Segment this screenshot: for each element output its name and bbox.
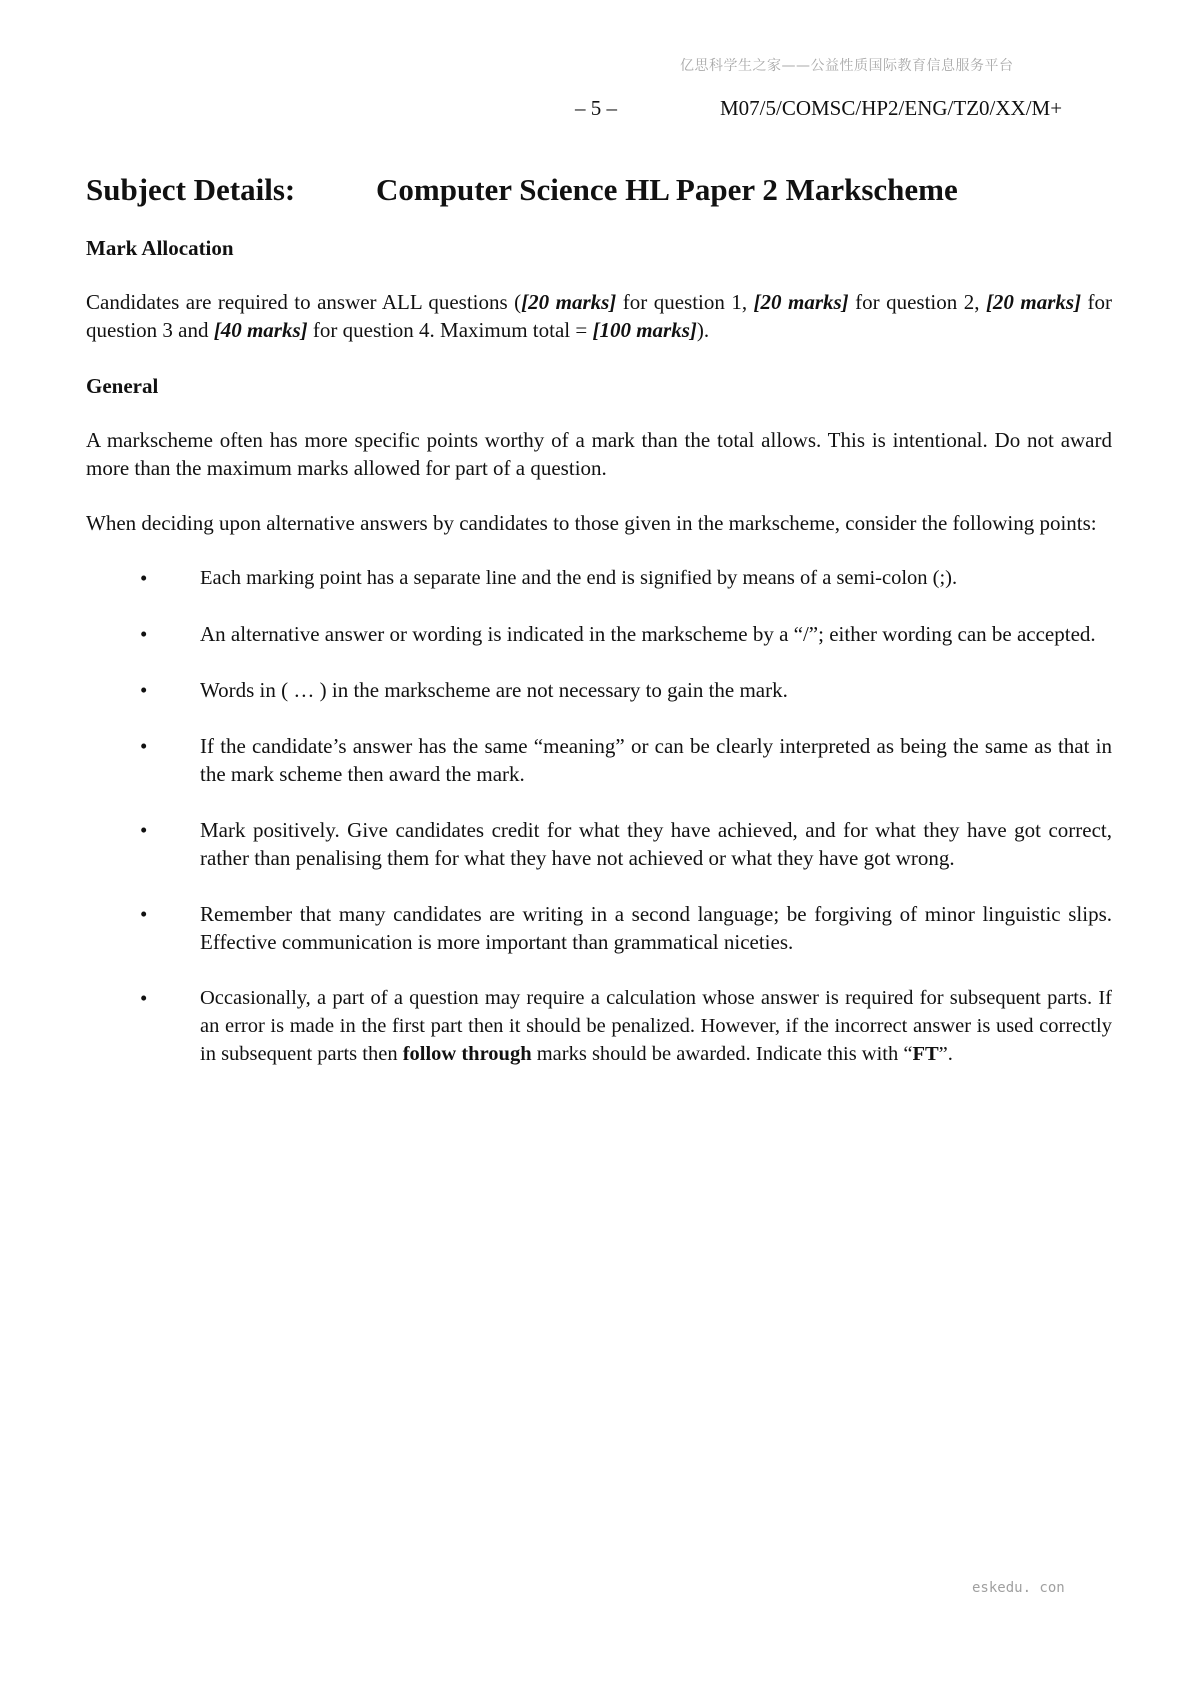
- list-item: [86, 816, 1112, 872]
- bullet-icon: •: [140, 678, 148, 702]
- text-run: ”.: [938, 1043, 953, 1065]
- list-item-text: [200, 987, 1112, 1065]
- text-run: for question 4. Maximum total =: [307, 318, 593, 342]
- marks-q4: [40 marks]: [213, 318, 308, 342]
- marks-q3: [20 marks]: [985, 290, 1082, 314]
- general-paragraph-2: When deciding upon alternative answers by candidates to those given in the markscheme, consider the following points:: [86, 511, 1097, 535]
- document-body: [86, 234, 1112, 1096]
- watermark-top: 亿思科学生之家——公益性质国际教育信息服务平台: [680, 58, 1014, 74]
- bullet-icon: •: [140, 566, 148, 590]
- list-item: [86, 984, 1112, 1068]
- marking-guidelines-list: [86, 564, 1112, 1068]
- text-run: marks should be awarded. Indicate this with “: [531, 1043, 913, 1065]
- document-code: M07/5/COMSC/HP2/ENG/TZ0/XX/M+: [720, 96, 1063, 120]
- mark-allocation-paragraph: [86, 288, 1112, 344]
- ft-abbreviation: FT: [912, 1043, 939, 1065]
- bullet-icon: •: [140, 986, 148, 1010]
- list-item: [86, 732, 1112, 788]
- follow-through-term: follow through: [402, 1043, 532, 1065]
- general-heading: General: [86, 374, 159, 398]
- list-item: [86, 620, 1112, 648]
- text-run: Candidates are required to answer ALL questions (: [86, 290, 522, 314]
- list-item: [86, 564, 1112, 592]
- list-item-text: Mark positively. Give candidates credit for what they have achieved, and for what they have got correct, rather than penalising them for what they have not achieved or what they have got wrong.: [200, 818, 1112, 870]
- marks-total: [100 marks]: [592, 318, 697, 342]
- list-item-text: Words in ( … ) in the markscheme are not necessary to gain the mark.: [200, 678, 788, 702]
- bullet-icon: •: [140, 818, 148, 842]
- text-run: ).: [696, 318, 710, 342]
- mark-allocation-heading: Mark Allocation: [86, 236, 234, 260]
- bullet-icon: •: [140, 622, 148, 646]
- list-item-text: An alternative answer or wording is indicated in the markscheme by a “/”; either wording can be accepted.: [200, 622, 1096, 646]
- list-item-text: If the candidate’s answer has the same “meaning” or can be clearly interpreted as being the same as that in the mark scheme then award the mark.: [200, 734, 1112, 786]
- text-run: for question 3 and: [86, 290, 1113, 342]
- marks-q2: [20 marks]: [753, 290, 849, 314]
- text-run: for question 2,: [848, 290, 986, 314]
- bullet-icon: •: [140, 902, 148, 926]
- general-paragraph-1: A markscheme often has more specific points worthy of a mark than the total allows. This is intentional. Do not award more than the maximum marks allowed for part of a question.: [86, 428, 1112, 480]
- text-run: Occasionally, a part of a question may require a calculation whose answer is required for subsequent parts. If an error is made in the first part then it should be penalized. However, if the incorrect answer is used correctly in subsequent parts then: [200, 987, 1112, 1065]
- title-label: Subject Details:: [86, 172, 296, 207]
- list-item: [86, 900, 1112, 956]
- text-run: for question 1,: [616, 290, 754, 314]
- marks-q1: [20 marks]: [521, 290, 617, 314]
- title-text: Computer Science HL Paper 2 Markscheme: [376, 172, 958, 207]
- bullet-icon: •: [140, 734, 148, 758]
- watermark-bottom: eskedu. con: [972, 1580, 1065, 1596]
- page-number: – 5 –: [575, 96, 617, 120]
- list-item-text: Remember that many candidates are writing in a second language; be forgiving of minor linguistic slips. Effective communication is more important than grammatical niceties.: [200, 902, 1112, 954]
- list-item: [86, 676, 1112, 704]
- list-item-text: Each marking point has a separate line and the end is signified by means of a semi-colon (;).: [200, 567, 958, 589]
